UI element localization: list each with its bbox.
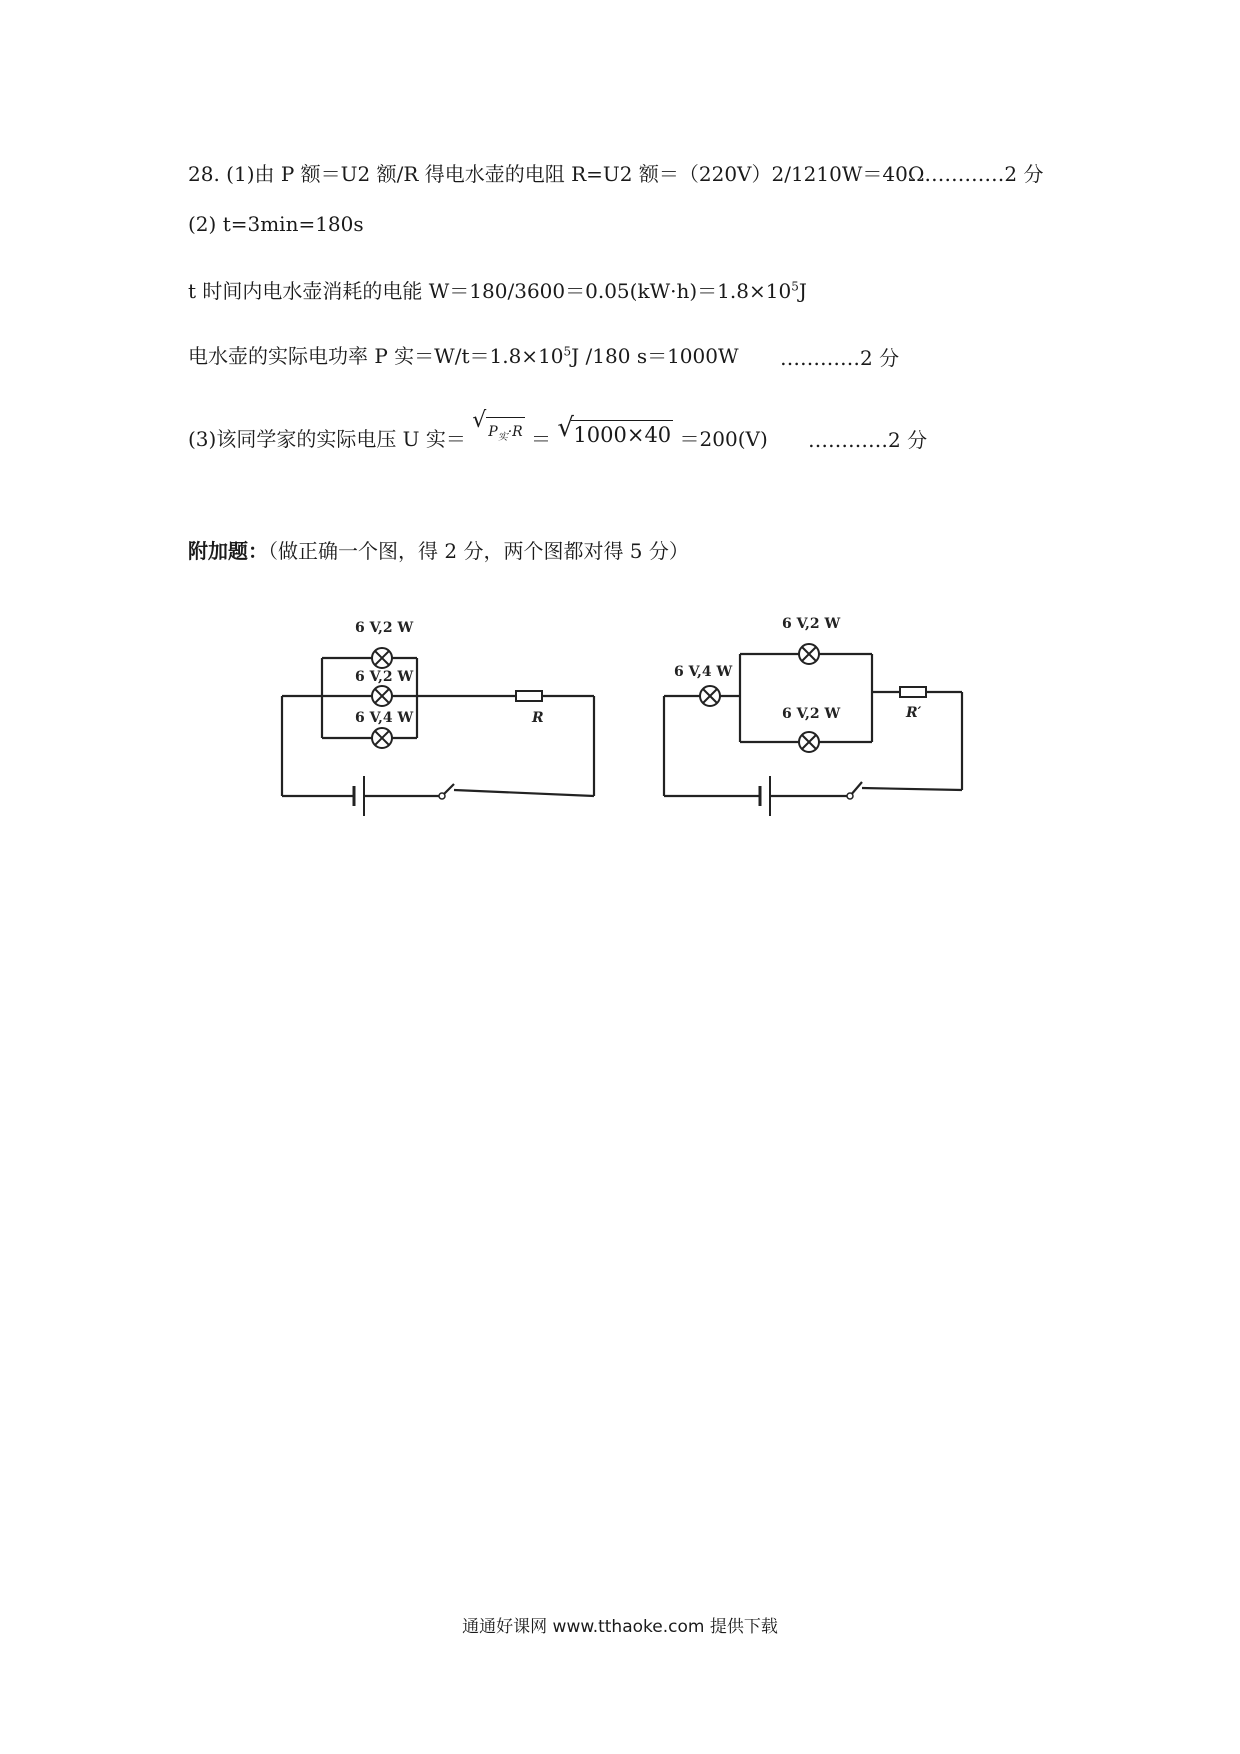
q28-power: 电水壶的实际电功率 P 实$=W/t=1.8\times 10^5J$ /180 s＝1000W [188, 344, 739, 368]
lamp2-label: 6 V,2 W [355, 669, 414, 685]
lamp-series-label: 6 V,4 W [674, 664, 733, 680]
lamp-icon [372, 686, 392, 706]
sqrt-formula: √ $P_实\cdot R$ [472, 415, 524, 452]
switch-pivot-icon [439, 793, 445, 799]
lamp3-label: 6 V,4 W [355, 710, 414, 726]
lamp-icon [700, 686, 720, 706]
q28-energy: t 时间内电水壶消耗的电能 $W=180/3600=0.05(kW\cdot h)=1.8\times 10^5J$ [188, 279, 807, 303]
lamp-icon [799, 644, 819, 664]
lamp-icon [372, 728, 392, 748]
lamp-bottom-label: 6 V,2 W [782, 706, 841, 722]
circuit-diagram-left [272, 600, 612, 830]
lamp-icon [372, 648, 392, 668]
q28-part1: 28. (1)由 P 额＝U2 额/R 得电水壶的电阻 R=U2 额＝（220V）2/1210W＝40Ω…………2 分 [188, 162, 1044, 186]
lamp1-label: 6 V,2 W [355, 620, 414, 636]
switch-pivot-icon [847, 793, 853, 799]
lamp-top-label: 6 V,2 W [782, 616, 841, 632]
bonus-heading: 附加题：（做正确一个图，得 2 分，两个图都对得 5 分） [188, 539, 689, 563]
resistor-label: R′ [906, 705, 922, 721]
resistor-icon [516, 691, 542, 701]
q28-part3-score: …………2 分 [808, 428, 928, 452]
circuit-diagram-right [654, 600, 984, 830]
q28-part3: (3)该同学家的实际电压 U 实＝ √ $P_实\cdot R$ ＝ √ 1000×40 ＝200(V) [188, 408, 768, 451]
lamp-icon [799, 732, 819, 752]
sqrt-numeric: √ 1000×40 [557, 413, 672, 447]
resistor-label: R [532, 710, 544, 726]
footer-source: 通通好课网 www.tthaoke.com 提供下载 [462, 1617, 778, 1637]
resistor-icon [900, 687, 926, 697]
q28-part2: (2) t=3min=180s [188, 212, 364, 236]
q28-power-score: …………2 分 [780, 346, 900, 370]
